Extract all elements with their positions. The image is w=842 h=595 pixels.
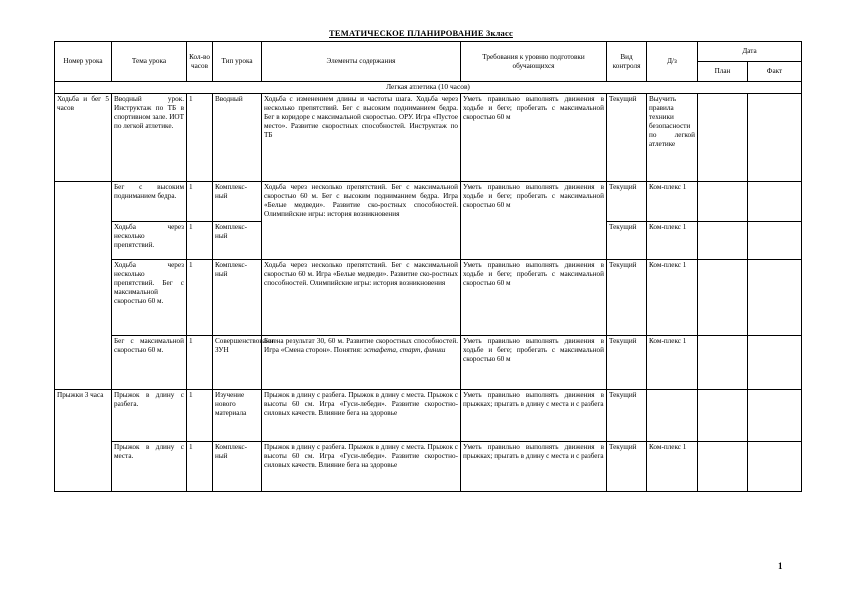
lesson-hours: 1 (187, 442, 213, 492)
header-num: Номер урока (55, 42, 112, 82)
table-row (55, 336, 802, 390)
lesson-hours: 1 (187, 94, 213, 182)
lesson-homework: Ком-плекс 1 (647, 442, 698, 492)
lesson-type: Совершенствование ЗУН (213, 336, 262, 390)
lesson-elements: Прыжок в длину с разбега. Прыжок в длину с места. Прыжок с высоты 60 см. Игра «Гуси-лебеди». Развитие скоростно-силовых качеств. Влияние бега на здоровье (262, 390, 461, 442)
lesson-type: Изучение нового материала (213, 390, 262, 442)
lesson-plan-date (698, 260, 748, 336)
lesson-plan-date (698, 336, 748, 390)
section-label: Легкая атлетика (10 часов) (55, 82, 802, 94)
header-control: Вид контроля (607, 42, 647, 82)
lesson-elements: Ходьба через несколько препятствий. Бег с максимальной скоростью 60 м. Игра «Белые медведи». Развитие ско-ростных способностей. Олимпийские игры: история возникновения (262, 260, 461, 336)
lesson-topic: Ходьба через несколько препятствий. (112, 222, 187, 260)
lesson-fact-date (748, 182, 802, 222)
lesson-homework: Выучить правила техники безопасности по легкой атлетике (647, 94, 698, 182)
header-topic: Тема урока (112, 42, 187, 82)
lesson-plan-date (698, 94, 748, 182)
lesson-plan-date (698, 442, 748, 492)
lesson-plan-date (698, 222, 748, 260)
lesson-control: Текущий (607, 442, 647, 492)
lesson-control: Текущий (607, 94, 647, 182)
lesson-type: Комплекс-ный (213, 442, 262, 492)
lesson-elements (262, 336, 461, 390)
header-hours: Кол-во часов (187, 42, 213, 82)
lesson-hours: 1 (187, 182, 213, 222)
lesson-topic: Бег с высоким подниманием бедра. (112, 182, 187, 222)
lesson-requirements: Уметь правильно выполнять движения в прыжках; прыгать в длину с места и с разбега (461, 390, 607, 442)
lesson-requirements: Уметь правильно выполнять движения в ходьбе и беге; пробегать с максимальной скоростью 60 м (461, 182, 607, 260)
header-hw: Д/з (647, 42, 698, 82)
lesson-block: Прыжки 3 часа (55, 390, 112, 492)
lesson-homework: Ком-плекс 1 (647, 336, 698, 390)
lesson-hours: 1 (187, 260, 213, 336)
table-row (55, 182, 802, 222)
lesson-elements-terms: эстафета, старт, финиш (363, 345, 446, 354)
lesson-control: Текущий (607, 390, 647, 442)
table-row (55, 442, 802, 492)
lesson-requirements: Уметь правильно выполнять движения в ходьбе и беге; пробегать с максимальной скоростью 60 м (461, 94, 607, 182)
header-type: Тип урока (213, 42, 262, 82)
lesson-homework: Ком-плекс 1 (647, 260, 698, 336)
lesson-elements: Ходьба через несколько препятствий. Бег с максимальной скоростью 60 м. Бег с высоким подниманием бедра. Игра «Белые медведи». Развитие ско-ростных способностей. Олимпийские игры: история возникновения (262, 182, 461, 260)
planning-table (54, 41, 802, 492)
lesson-homework: Ком-плекс 1 (647, 182, 698, 222)
page-title: ТЕМАТИЧЕСКОЕ ПЛАНИРОВАНИЕ 3класс (329, 28, 513, 38)
lesson-block: Ходьба и бег 5 часов (55, 94, 112, 182)
table-row (55, 94, 802, 182)
lesson-plan-date (698, 390, 748, 442)
page-number: 1 (778, 561, 783, 571)
lesson-hours: 1 (187, 390, 213, 442)
lesson-type: Комплекс-ный (213, 260, 262, 336)
lesson-plan-date (698, 182, 748, 222)
lesson-type: Комплекс-ный (213, 182, 262, 222)
lesson-homework (647, 390, 698, 442)
table-row (55, 390, 802, 442)
header-plan: План (698, 62, 748, 82)
lesson-topic: Прыжок в длину с разбега. (112, 390, 187, 442)
lesson-fact-date (748, 222, 802, 260)
lesson-control: Текущий (607, 260, 647, 336)
header-elements: Элементы содержания (262, 42, 461, 82)
lesson-fact-date (748, 442, 802, 492)
table-row (55, 260, 802, 336)
lesson-block (55, 182, 112, 390)
lesson-type: Вводный (213, 94, 262, 182)
lesson-control: Текущий (607, 222, 647, 260)
header-date: Дата (698, 42, 802, 62)
lesson-topic: Ходьба через несколько препятствий. Бег с максимальной скоростью 60 м. (112, 260, 187, 336)
lesson-elements-main: Бег на результат 30, 60 м. Развитие скоростных способностей. Игра «Смена сторон». Понятия: (264, 337, 458, 354)
lesson-fact-date (748, 390, 802, 442)
lesson-fact-date (748, 336, 802, 390)
lesson-homework: Ком-плекс 1 (647, 222, 698, 260)
lesson-requirements: Уметь правильно выполнять движения в ходьбе и беге; пробегать с максимальной скоростью 60 м (461, 260, 607, 336)
header-requirements: Требования к уровню подготовки обучающихся (461, 42, 607, 82)
lesson-requirements: Уметь правильно выполнять движения в прыжках; прыгать в длину с места и с разбега (461, 442, 607, 492)
lesson-fact-date (748, 260, 802, 336)
lesson-topic: Прыжок в длину с места. (112, 442, 187, 492)
lesson-topic: Вводный урок. Инструктаж по ТБ в спортивном зале. ИОТ по легкой атлетике. (112, 94, 187, 182)
section-row (55, 82, 802, 94)
lesson-type: Комплекс-ный (213, 222, 262, 260)
lesson-elements: Ходьба с изменением длины и частоты шага. Ходьба через несколько препятствий. Бег с высоким подниманием бедра. Бег в коридоре с максимальной скоростью. ОРУ. Игра «Пустое место». Развитие скоростных способностей. Инструктаж по ТБ (262, 94, 461, 182)
header-fact: Факт (748, 62, 802, 82)
lesson-control: Текущий (607, 336, 647, 390)
lesson-topic: Бег с максимальной скоростью 60 м. (112, 336, 187, 390)
lesson-hours: 1 (187, 336, 213, 390)
lesson-requirements: Уметь правильно выполнять движения в ходьбе и беге; пробегать с максимальной скоростью 60 м (461, 336, 607, 390)
lesson-control: Текущий (607, 182, 647, 222)
lesson-fact-date (748, 94, 802, 182)
lesson-elements: Прыжок в длину с разбега. Прыжок в длину с места. Прыжок с высоты 60 см. Игра «Гуси-лебеди». Развитие скоростно-силовых качеств. Влияние бега на здоровье (262, 442, 461, 492)
lesson-hours: 1 (187, 222, 213, 260)
